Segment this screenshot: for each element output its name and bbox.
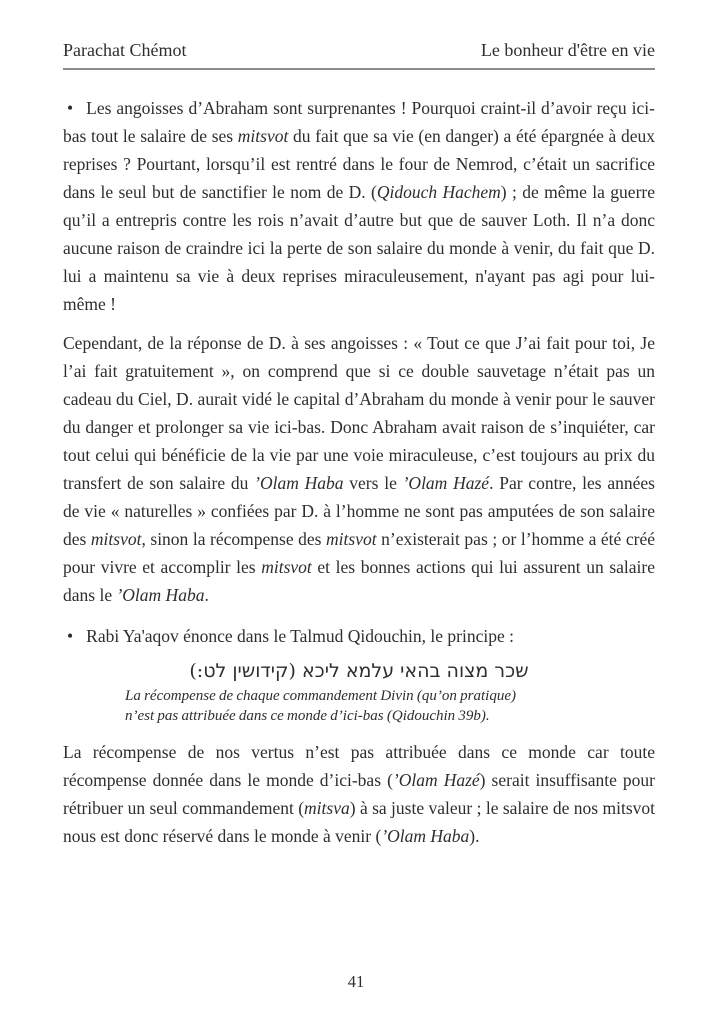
paragraph-rabi-yaaqov bbox=[63, 622, 655, 650]
paragraph-reward-conclusion bbox=[63, 738, 655, 850]
paragraph-reward-conclusion-text: La récompense de nos vertus n’est pas attribuée dans ce monde car toute récompense donnée dans le monde d’ici-bas (’Olam Hazé) serait insuffisante pour rétribuer un seul commandement (mitsva) à sa juste valeur ; le salaire de nos mitsvot nous est donc réservé dans le monde à venir (’Olam Haba). bbox=[63, 742, 655, 846]
paragraph-abraham-anguish bbox=[63, 94, 655, 318]
bullet-icon: • bbox=[67, 626, 74, 646]
quote-translation-line-1: La récompense de chaque commandement Divin (qu’on pratique) bbox=[125, 688, 516, 704]
bullet-icon: • bbox=[67, 98, 74, 118]
page-header bbox=[63, 40, 655, 70]
paragraph-divine-response bbox=[63, 329, 655, 609]
paragraph-divine-response-text: Cependant, de la réponse de D. à ses angoisses : « Tout ce que J’ai fait pour toi, Je l’ai fait gratuitement », on comprend que si ce double sauvetage n’était pas un cadeau du Ciel, D. aurait vidé le capital d’Abraham du monde à venir pour le sauver du danger et prolonger sa vie ici-bas. Donc Abraham avait raison de s’inquiéter, car tout celui qui bénéficie de la vie par une voie miraculeuse, c’est toujours au prix du transfert de son salaire du ’Olam Haba vers le ’Olam Hazé. Par contre, les années de vie « naturelles » confiées par D. à l’homme ne sont pas amputées de son salaire des mitsvot, sinon la récompense des mitsvot n’existerait pas ; or l’homme a été créé pour vivre et accomplir les mitsvot et les bonnes actions qui lui assurent un salaire dans le ’Olam Haba. bbox=[63, 333, 655, 605]
page-number: 41 bbox=[347, 972, 365, 991]
quote-translation bbox=[125, 687, 627, 726]
paragraph-rabi-yaaqov-text: Rabi Ya'aqov énonce dans le Talmud Qidouchin, le principe : bbox=[86, 626, 514, 646]
page-body bbox=[63, 94, 655, 850]
paragraph-abraham-anguish-text: Les angoisses d’Abraham sont surprenantes ! Pourquoi craint-il d’avoir reçu ici-bas tout le salaire de ses mitsvot du fait que sa vie (en danger) a été épargnée à deux reprises ? Pourtant, lorsqu’il est rentré dans le four de Nemrod, c’était un sacrifice dans le seul but de sanctifier le nom de D. (Qidouch Hachem) ; de même la guerre qu’il a entrepris contre les rois n’avait d’autre but que de sauver Loth. Il n’a donc aucune raison de craindre ici la perte de son salaire du monde à venir, du fait que D. lui a maintenu sa vie à deux reprises miraculeusement, n'ayant pas agi pour lui-même ! bbox=[63, 98, 656, 314]
hebrew-quote: שכר מצוה בהאי עלמא ליכא (קידושין לט:) bbox=[189, 660, 529, 682]
quote-translation-line-2: n’est pas attribuée dans ce monde d’ici-bas (Qidouchin 39b). bbox=[125, 707, 490, 724]
header-right-title: Le bonheur d'être en vie bbox=[480, 40, 655, 60]
header-left-title: Parachat Chémot bbox=[63, 40, 187, 60]
